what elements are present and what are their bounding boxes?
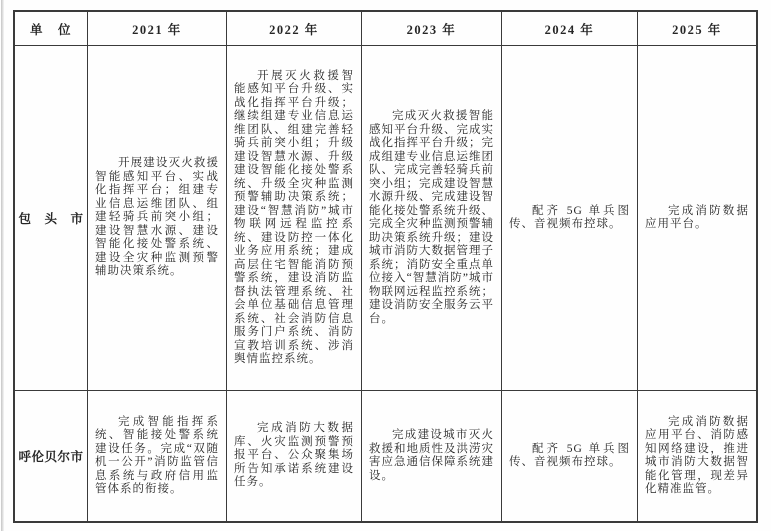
cell-text: 完成智能指挥系统、智能接处警系统建设任务。完成“双随机一公开”消防监管信息系统与政府信用监管体系的衔接。 — [95, 415, 219, 495]
cell-baotou-2025 — [638, 46, 756, 391]
column-header-2025: 2025 年 — [638, 12, 756, 46]
cell-hulunbuir-2025 — [638, 391, 756, 521]
unit-cell-baotou: 包 头 市 — [15, 46, 88, 391]
cell-baotou-2021 — [88, 46, 227, 391]
cell-baotou-2024 — [502, 46, 638, 391]
plan-table — [13, 10, 758, 523]
cell-baotou-2023 — [362, 46, 502, 391]
cell-text: 完成灭火救援智能感知平台升级、完成实战化指挥平台升级；完成组建专业信息运维团队、完成完善轻骑兵前突小组；完成建设智慧水源升级、完成建设智能化接处警系统升级、完成全灾种监测预警辅助决策系统升级；建设城市消防大数据管理子系统；消防安全重点单位接入“智慧消防”城市物联网远程监控系统；建设消防安全服务云平台。 — [369, 110, 494, 325]
column-header-2021: 2021 年 — [88, 12, 227, 46]
cell-text: 完成消防大数据库、火灾监测预警预报平台、公众聚集场所告知承诺系统建设任务。 — [234, 422, 354, 489]
cell-text: 配齐 5G 单兵图传、音视频布控球。 — [509, 442, 630, 468]
column-header-2023: 2023 年 — [362, 12, 502, 46]
cell-hulunbuir-2023 — [362, 391, 502, 521]
cell-hulunbuir-2021 — [88, 391, 227, 521]
column-header-unit: 单 位 — [15, 12, 88, 46]
cell-hulunbuir-2022 — [227, 391, 362, 521]
column-header-2022: 2022 年 — [227, 12, 362, 46]
cell-text: 开展建设灭火救援智能感知平台、实战化指挥平台；组建专业信息运维团队、组建轻骑兵前突小组；建设智慧水源、建设智能化接处警系统、建设全灾种监测预警辅助决策系统。 — [95, 157, 219, 278]
unit-cell-hulunbuir: 呼伦贝尔市 — [15, 391, 88, 521]
cell-text: 完成消防数据应用平台。 — [645, 204, 749, 230]
cell-text: 完成建设城市灭火救援和地质性及洪涝灾害应急通信保障系统建设。 — [369, 429, 494, 482]
column-header-2024: 2024 年 — [502, 12, 638, 46]
cell-text: 开展灭火救援智能感知平台升级、实战化指挥平台升级；继续组建专业信息运维团队、组建完善轻骑兵前突小组；升级建设智慧水源、升级建设智能化接处警系统、升级全灾种监测预警辅助决策系统；建设“智慧消防”城市物联网远程监控系统、建设防控一体化业务应用系统；建成高层住宅智能消防预警系统，建设消防监督执法管理系统、社会单位基础信息管理系统、社会消防信息服务门户系统、消防宣教培训系统、涉消舆情监控系统。 — [234, 69, 354, 365]
cell-baotou-2022 — [227, 46, 362, 391]
cell-text: 配齐 5G 单兵图传、音视频布控球。 — [509, 204, 630, 230]
cell-hulunbuir-2024 — [502, 391, 638, 521]
scan-edge-artifact — [1, 0, 4, 531]
cell-text: 完成消防数据应用平台、消防感知网络建设，推进城市消防大数据智能化管理，现差异化精准监管。 — [645, 415, 749, 495]
